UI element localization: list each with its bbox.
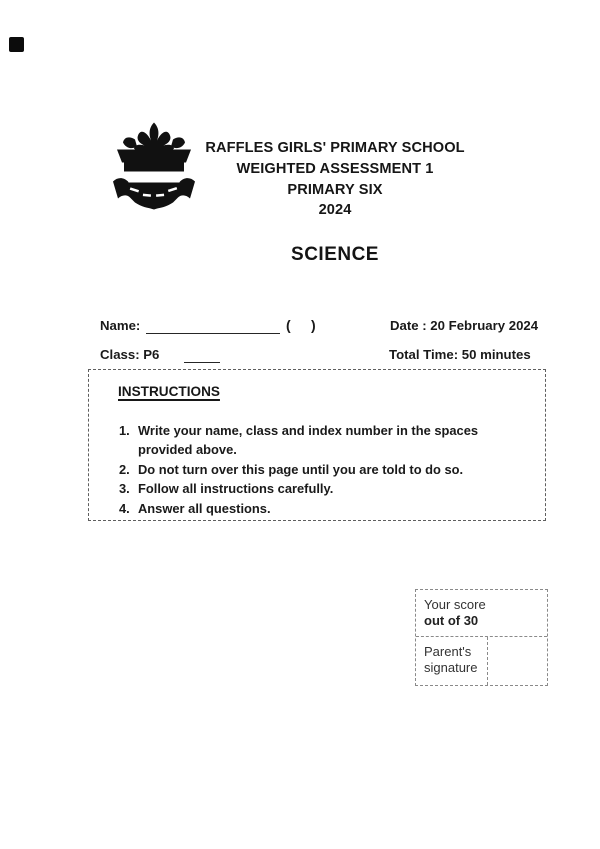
score-box — [415, 589, 548, 686]
instruction-item: Answer all questions. — [138, 500, 271, 516]
instruction-item: Follow all instructions carefully. — [138, 481, 334, 497]
index-paren-close: ) — [311, 317, 316, 333]
exam-year: 2024 — [318, 202, 352, 219]
exam-header — [203, 138, 467, 221]
parent-label-line2: signature — [424, 660, 478, 675]
score-cell — [416, 590, 547, 637]
instructions-box — [88, 369, 546, 521]
parent-signature-label — [416, 637, 488, 685]
score-label-line2: out of 30 — [424, 612, 479, 628]
subject-title: SCIENCE — [291, 244, 379, 265]
signature-space — [488, 637, 547, 685]
name-label: Name: — [100, 318, 141, 333]
scan-corner-mark — [9, 37, 24, 52]
parent-signature-row — [416, 637, 547, 685]
level-title: PRIMARY SIX — [287, 181, 383, 198]
school-name: RAFFLES GIRLS' PRIMARY SCHOOL — [205, 140, 465, 156]
instruction-item: Do not turn over this page until you are told to do so. — [138, 461, 464, 477]
index-paren-open: ( — [286, 317, 291, 333]
assessment-title: WEIGHTED ASSESSMENT 1 — [236, 160, 434, 177]
instructions-list — [119, 421, 523, 518]
school-crest-icon — [111, 121, 197, 214]
date-label: Date : 20 February 2024 — [390, 318, 539, 333]
name-blank-line — [146, 333, 280, 334]
score-label-line1: Your score — [424, 597, 486, 612]
class-label: Class: P6 — [100, 347, 160, 362]
instructions-heading: INSTRUCTIONS — [118, 384, 220, 399]
class-blank-line — [184, 362, 220, 363]
total-time-label: Total Time: 50 minutes — [389, 347, 531, 362]
parent-label-line1: Parent's — [424, 644, 472, 659]
instruction-item: Write your name, class and index number in the spaces provided above. — [138, 423, 479, 458]
